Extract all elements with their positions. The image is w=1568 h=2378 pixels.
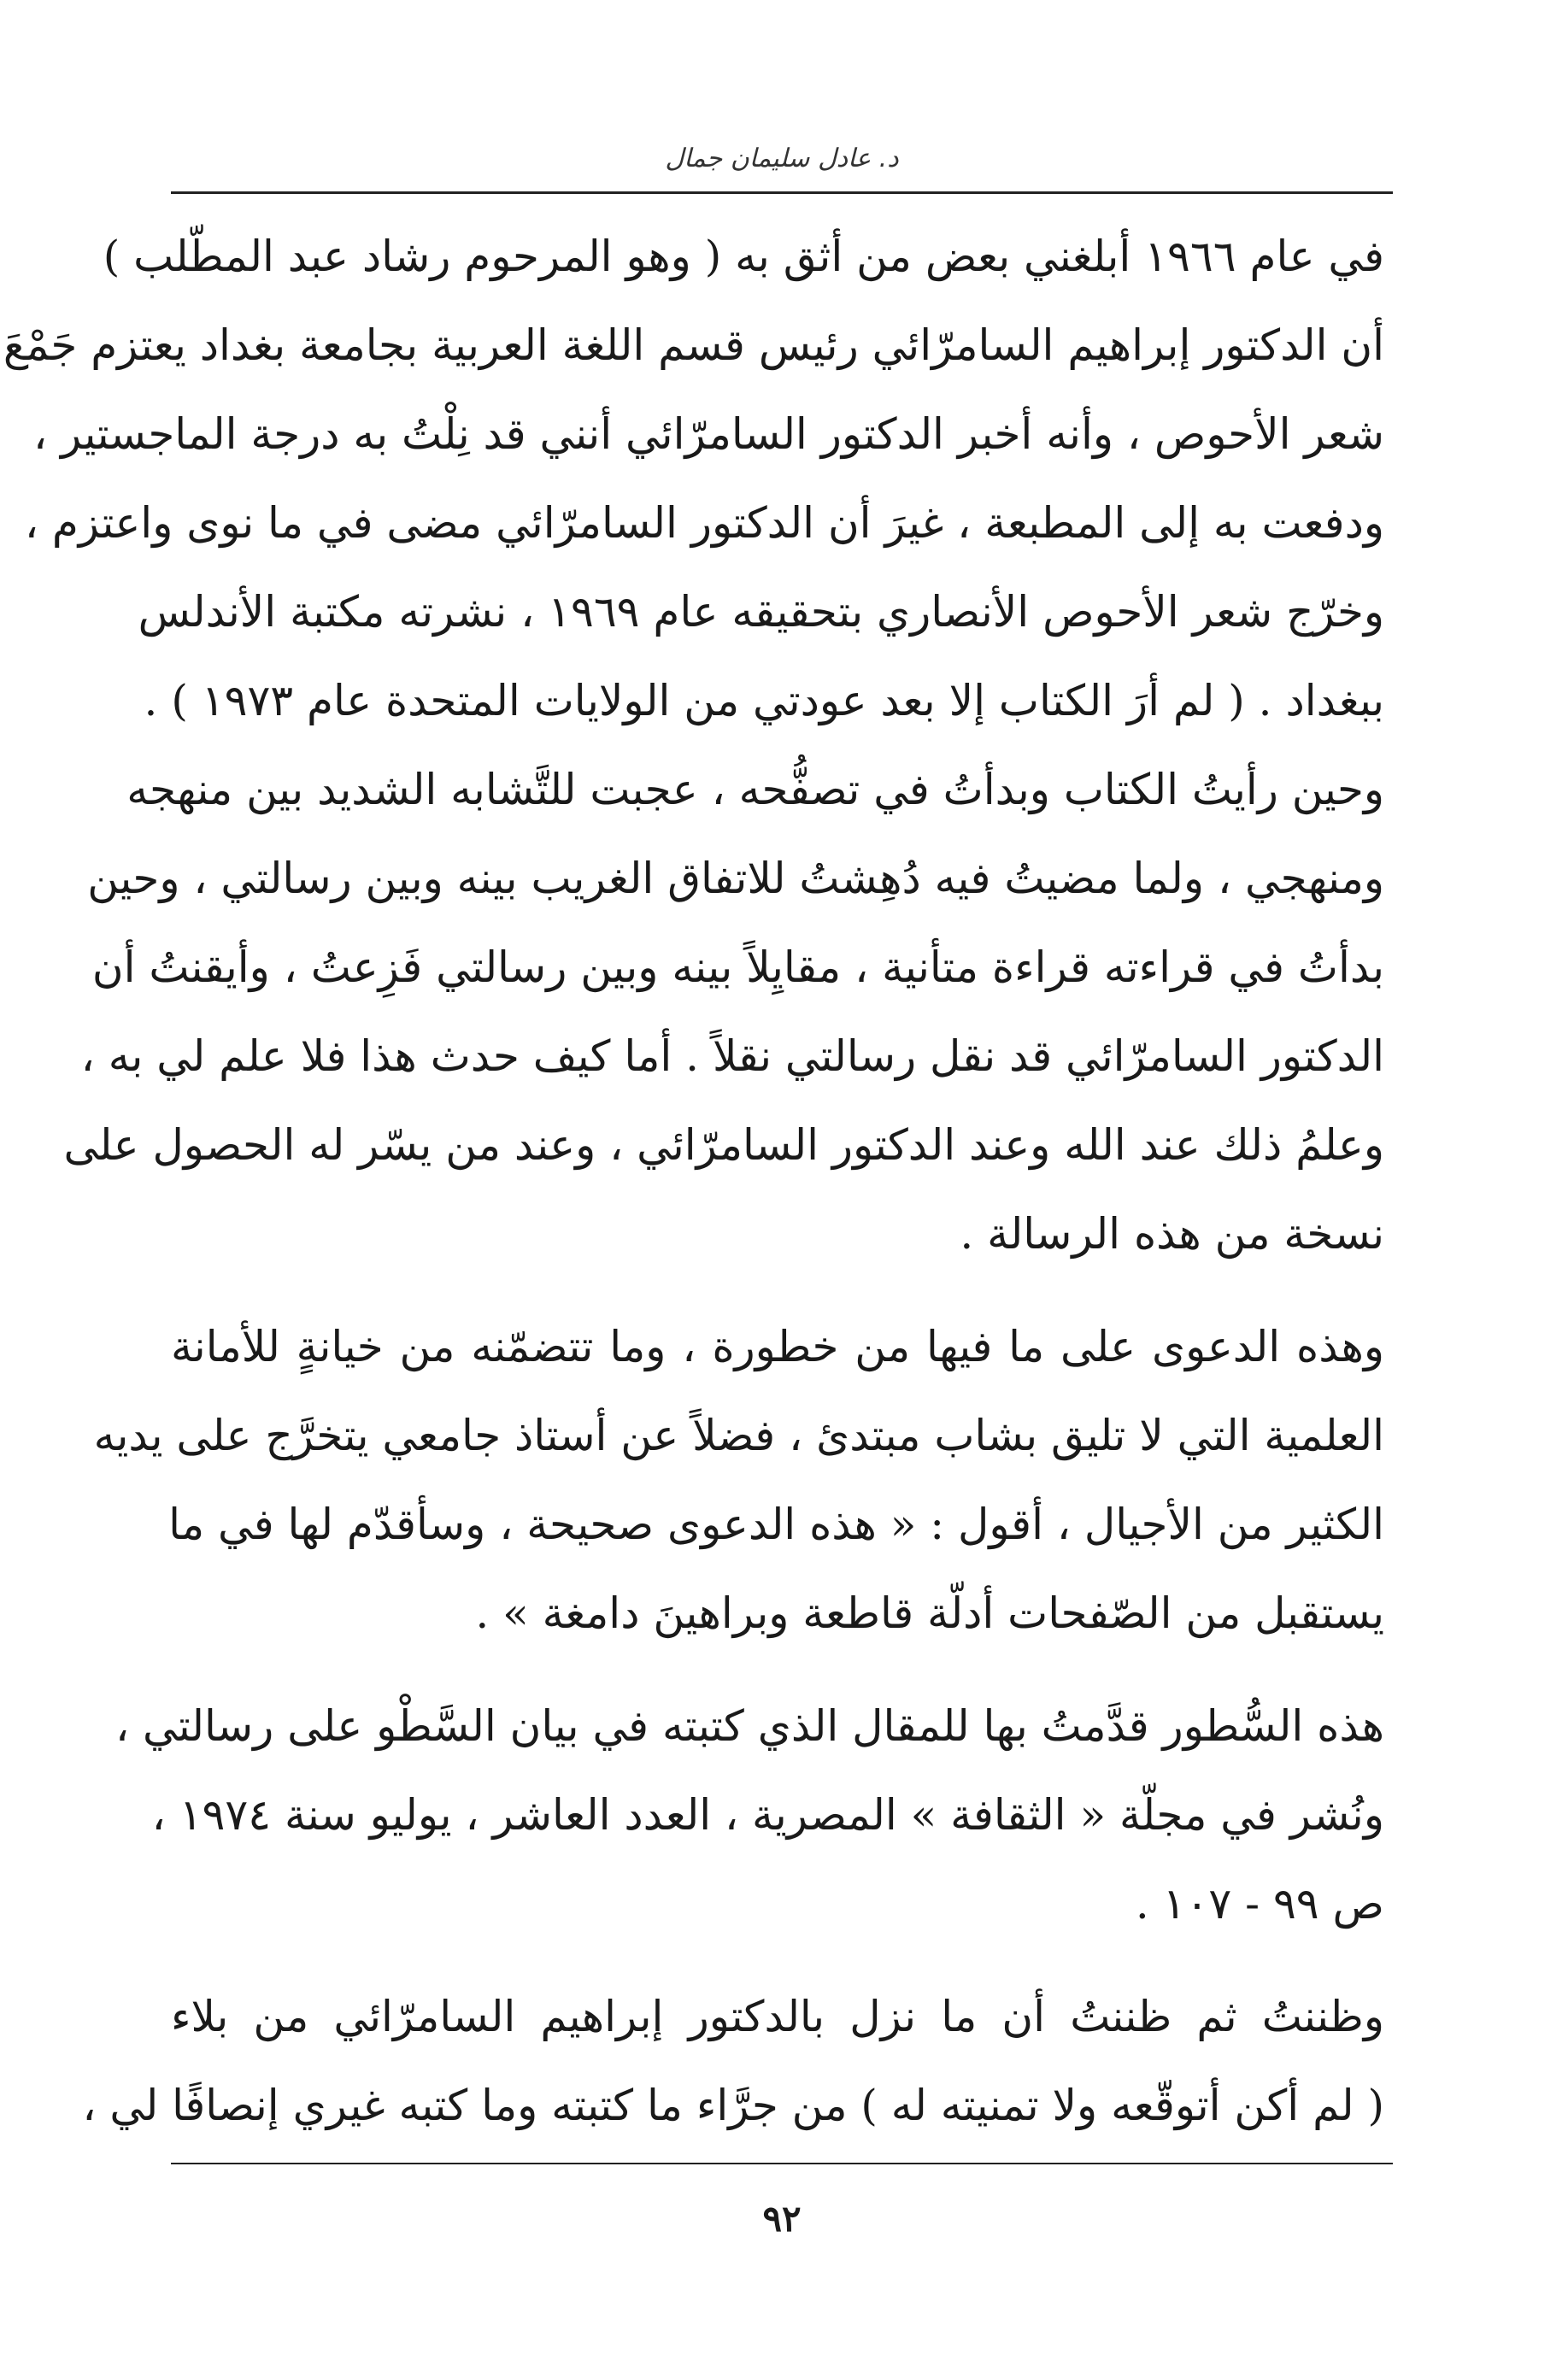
text-line: الكثير من الأجيال ، أقول : « هذه الدعوى صحيحة ، وسأقدّم لها في ما xyxy=(168,1500,1384,1549)
text-line: وخرّج شعر الأحوص الأنصاري بتحقيقه عام ١٩٦٩ ، نشرته مكتبة الأندلس xyxy=(138,587,1384,637)
paragraph-3 xyxy=(115,1682,1384,1948)
text-line: ص ٩٩ - ١٠٧ . xyxy=(1135,1879,1384,1929)
text-line: ( لم أكن أتوقّعه ولا تمنيته له ) من جرَّاء ما كتبته وما كتبه غيري إنصافًا لي ، xyxy=(82,2081,1384,2130)
text-line: ودفعت به إلى المطبعة ، غيرَ أن الدكتور السامرّائي مضى في ما نوى واعتزم ، xyxy=(24,498,1384,548)
running-header-author: د. عادل سليمان جمال xyxy=(665,144,899,173)
text-line: شعر الأحوص ، وأنه أخبر الدكتور السامرّائي أنني قد نِلْتُ به درجة الماجستير ، xyxy=(32,409,1384,459)
text-line: أن الدكتور إبراهيم السامرّائي رئيس قسم اللغة العربية بجامعة بغداد يعتزم جَمْعَ xyxy=(3,320,1384,370)
page-body xyxy=(3,212,1384,2150)
text-line: ومنهجي ، ولما مضيتُ فيه دُهِشتُ للاتفاق الغريب بينه وبين رسالتي ، وحين xyxy=(87,854,1384,903)
text-line: نسخة من هذه الرسالة . xyxy=(960,1209,1384,1259)
text-line: وحين رأيتُ الكتاب وبدأتُ في تصفُّحه ، عجبت للتَّشابه الشديد بين منهجه xyxy=(126,765,1384,814)
text-line: بدأتُ في قراءته قراءة متأنية ، مقايِلاً بينه وبين رسالتي فَزِعتُ ، وأيقنتُ أن xyxy=(91,942,1384,992)
text-line: وعلمُ ذلك عند الله وعند الدكتور السامرّائي ، وعند من يسّر له الحصول على xyxy=(63,1120,1384,1170)
header-rule xyxy=(171,191,1393,194)
text-line: هذه السُّطور قدَّمتُ بها للمقال الذي كتبته في بيان السَّطْو على رسالتي ، xyxy=(115,1701,1384,1751)
footer-rule xyxy=(171,2163,1393,2164)
text-line: وهذه الدعوى على ما فيها من خطورة ، وما تتضمّنه من خيانةٍ للأمانة xyxy=(171,1322,1384,1371)
text-line: الدكتور السامرّائي قد نقل رسالتي نقلاً . أما كيف حدث هذا فلا علم لي به ، xyxy=(80,1031,1384,1081)
paragraph-2 xyxy=(93,1302,1384,1658)
text-line: وظننتُ ثم ظننتُ أن ما نزل بالدكتور إبراهيم السامرّائي من بلاء xyxy=(171,1992,1384,2041)
text-line: العلمية التي لا تليق بشاب مبتدئ ، فضلاً عن أستاذ جامعي يتخرَّج على يديه xyxy=(93,1411,1384,1460)
text-line: ببغداد . ( لم أرَ الكتاب إلا بعد عودتي من الولايات المتحدة عام ١٩٧٣ ) . xyxy=(144,676,1384,725)
text-line: في عام ١٩٦٦ أبلغني بعض من أثق به ( وهو المرحوم رشاد عبد المطّلب ) xyxy=(103,232,1384,281)
text-line: ونُشر في مجلّة « الثقافة » المصرية ، العدد العاشر ، يوليو سنة ١٩٧٤ ، xyxy=(151,1790,1384,1840)
text-line: يستقبل من الصّفحات أدلّة قاطعة وبراهينَ دامغة » . xyxy=(475,1588,1384,1638)
paragraph-1 xyxy=(3,212,1384,1278)
page-number: ٩٢ xyxy=(762,2198,802,2240)
paragraph-4 xyxy=(82,1972,1384,2150)
